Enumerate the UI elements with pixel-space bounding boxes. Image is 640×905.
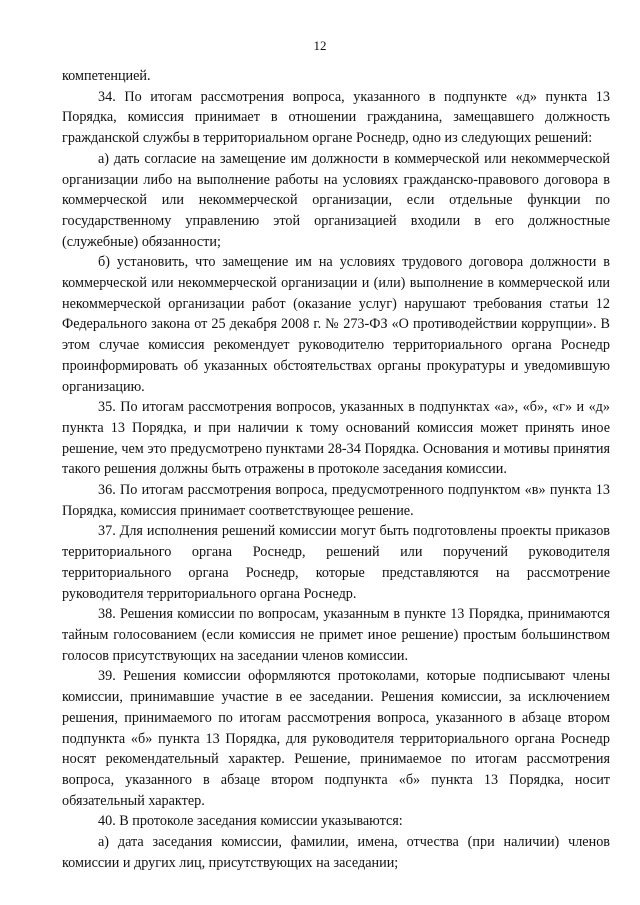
paragraph-item-37: 37. Для исполнения решений комиссии могут быть подготовлены проекты приказов территориального органа Роснедр, решений или поручений руководителя территориального органа Роснедр, которые представляются на рассмотрение руководителя территориального органа Роснедр. [62,523,610,602]
paragraph-item-40-a: а) дата заседания комиссии, фамилии, имена, отчества (при наличии) членов комиссии и других лиц, присутствующих на заседании; [62,834,610,871]
paragraph-continuation: компетенцией. [62,68,151,84]
paragraph-item-38: 38. Решения комиссии по вопросам, указанным в пункте 13 Порядка, принимаются тайным голосованием (если комиссия не примет иное решение) простым большинством голосов присутствующих на заседании членов комиссии. [62,606,610,664]
paragraph-item-40: 40. В протоколе заседания комиссии указываются: [98,813,403,830]
page-number: 12 [313,38,327,53]
paragraph-item-34: 34. По итогам рассмотрения вопроса, указанного в подпункте «д» пункта 13 Порядка, комиссия принимает в отношении гражданина, замещавшего должность гражданской службы в территориальном органе Роснедр, одно из следующих решений: [62,88,610,147]
paragraph-item-34-a: а) дать согласие на замещение им должности в коммерческой или некоммерческой организации либо на выполнение работы на условиях гражданско-правового договора в коммерческой или некоммерческой организации, если отдельные функции по государственному управлению этой организацией входили в его должностные (служебные) обязанности; [62,150,610,250]
paragraph-item-36: 36. По итогам рассмотрения вопроса, предусмотренного подпунктом «в» пункта 13 Порядка, комиссия принимает соответствующее решение. [62,482,610,519]
paragraph-item-35: 35. По итогам рассмотрения вопросов, указанных в подпунктах «а», «б», «г» и «д» пункта 13 Порядка, и при наличии к тому оснований комиссия может принять иное решение, чем это предусмотрено пунктами 28-34 Порядка. Основания и мотивы принятия такого решения должны быть отражены в протоколе заседания комиссии. [62,399,610,478]
document-body [62,66,610,873]
paragraph-item-39: 39. Решения комиссии оформляются протоколами, которые подписывают члены комиссии, принимавшие участие в ее заседании. Решения комиссии, за исключением решения, принимаемого по итогам рассмотрения вопроса, указанного в абзаце втором подпункта «б» пункта 13 Порядка, для руководителя территориального органа Роснедр носят рекомендательный характер. Решение, принимаемое по итогам рассмотрения вопроса, указанного в абзаце втором подпункта «б» пункта 13 Порядка, носит обязательный характер. [62,668,610,809]
paragraph-item-34-b: б) установить, что замещение им на условиях трудового договора должности в коммерческой или некоммерческой организации и (или) выполнение в коммерческой или некоммерческой организации работ (оказание услуг) нарушают требования статьи 12 Федерального закона от 25 декабря 2008 г. № 273-ФЗ «О противодействии коррупции». В этом случае комиссия рекомендует руководителю территориального органа Роснедр проинформировать об указанных обстоятельствах органы прокуратуры и уведомившую организацию. [62,254,610,395]
